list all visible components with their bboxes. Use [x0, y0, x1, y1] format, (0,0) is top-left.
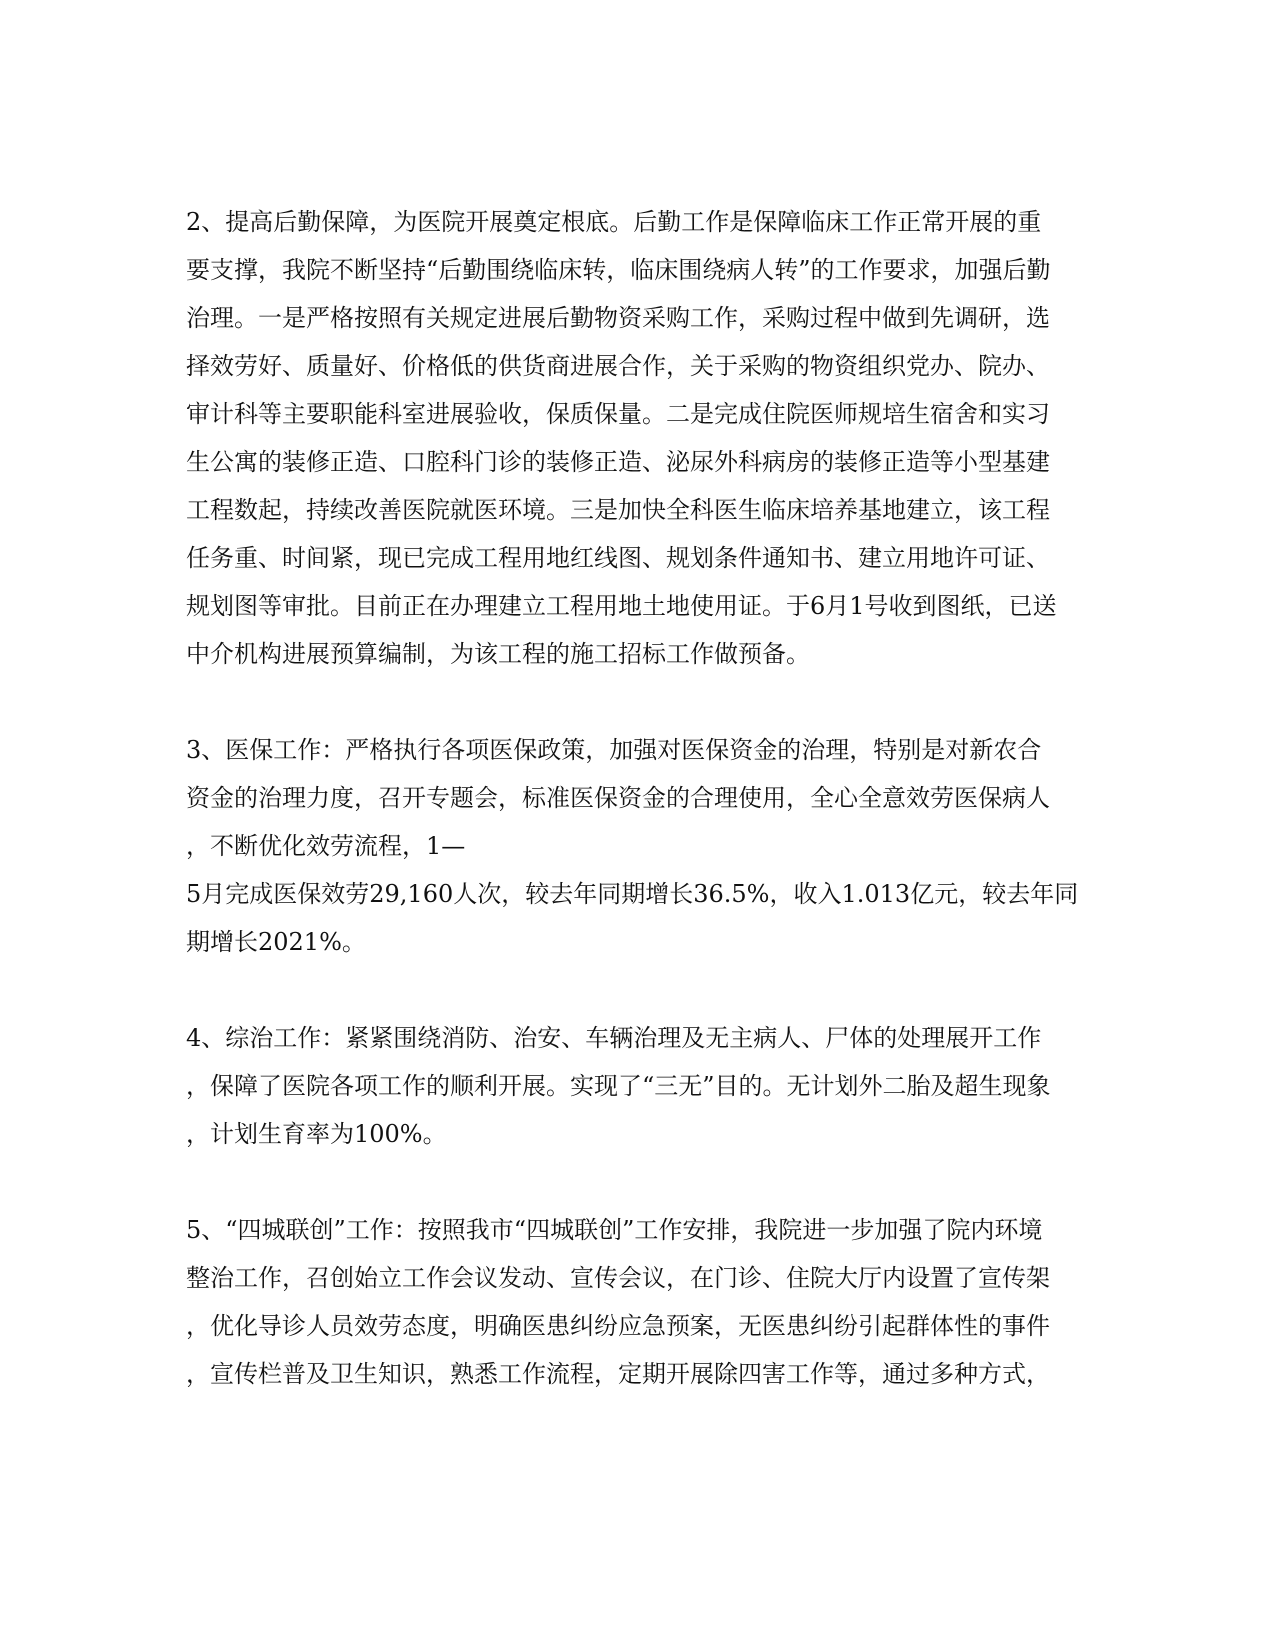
text-line: 治理。一是严格按照有关规定进展后勤物资采购工作，采购过程中做到先调研，选 [186, 304, 1050, 332]
paragraph-four-city-campaign [186, 1206, 1086, 1398]
text-line: 整治工作，召创始立工作会议发动、宣传会议，在门诊、住院大厅内设置了宣传架 [186, 1264, 1050, 1292]
paragraph-logistics [186, 198, 1086, 678]
text-line: 2、提高后勤保障，为医院开展奠定根底。后勤工作是保障临床工作正常开展的重 [186, 208, 1042, 236]
text-line: 4、综治工作：紧紧围绕消防、治安、车辆治理及无主病人、尸体的处理展开工作 [186, 1024, 1042, 1052]
paragraph-medical-insurance [186, 726, 1086, 966]
text-line: 规划图等审批。目前正在办理建立工程用地土地使用证。于6月1号收到图纸，已送 [186, 592, 1057, 620]
text-line: 中介机构进展预算编制，为该工程的施工招标工作做预备。 [186, 640, 810, 668]
text-line: 资金的治理力度，召开专题会，标准医保资金的合理使用，全心全意效劳医保病人 [186, 784, 1050, 812]
text-line: 5月完成医保效劳29,160人次，较去年同期增长36.5%，收入1.013亿元，较去年同 [186, 880, 1079, 908]
text-line: 审计科等主要职能科室进展验收，保质保量。二是完成住院医师规培生宿舍和实习 [186, 400, 1050, 428]
text-line: 要支撑，我院不断坚持“后勤围绕临床转，临床围绕病人转”的工作要求，加强后勤 [186, 256, 1051, 284]
text-line: 5、“四城联创”工作：按照我市“四城联创”工作安排，我院进一步加强了院内环境 [186, 1216, 1043, 1244]
text-line: ，计划生育率为100%。 [186, 1120, 447, 1148]
text-line: 期增长2021%。 [186, 928, 366, 956]
text-line: 任务重、时间紧，现已完成工程用地红线图、规划条件通知书、建立用地许可证、 [186, 544, 1050, 572]
text-line: 生公寓的装修正造、口腔科门诊的装修正造、泌尿外科病房的装修正造等小型基建 [186, 448, 1050, 476]
document-body [186, 198, 1086, 1446]
text-line: 择效劳好、质量好、价格低的供货商进展合作，关于采购的物资组织党办、院办、 [186, 352, 1050, 380]
text-line: 3、医保工作：严格执行各项医保政策，加强对医保资金的治理，特别是对新农合 [186, 736, 1042, 764]
text-line: ，宣传栏普及卫生知识，熟悉工作流程，定期开展除四害工作等，通过多种方式， [186, 1360, 1050, 1388]
text-line: ，不断优化效劳流程，1— [186, 832, 466, 860]
text-line: 工程数起，持续改善医院就医环境。三是加快全科医生临床培养基地建立，该工程 [186, 496, 1050, 524]
text-line: ，优化导诊人员效劳态度，明确医患纠纷应急预案，无医患纠纷引起群体性的事件 [186, 1312, 1050, 1340]
paragraph-comprehensive-governance [186, 1014, 1086, 1158]
text-line: ，保障了医院各项工作的顺利开展。实现了“三无”目的。无计划外二胎及超生现象 [186, 1072, 1051, 1100]
